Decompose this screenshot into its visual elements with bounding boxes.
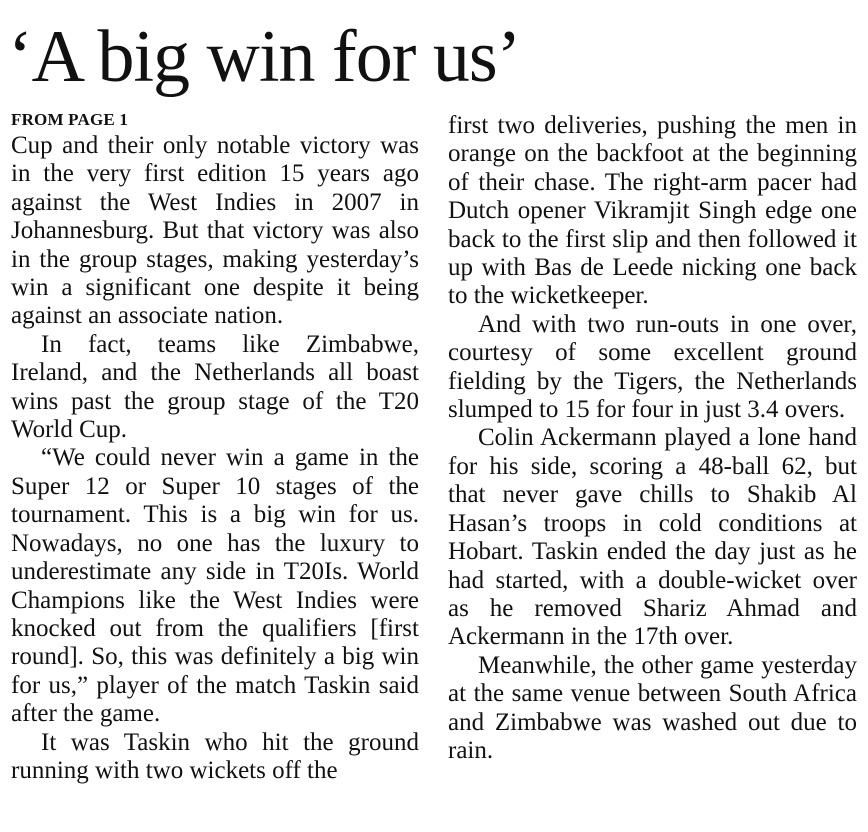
paragraph: “We could never win a game in the Super 12 or Super 10 stages of the tournament. This is a big win for us. Nowadays, no one has the luxury to underestimate any side in T20Is. World Champions like the West Indies were knocked out from the qualifiers [first round]. So, this was definitely a big win for us,” player of the match Taskin said after the game.	[11, 444, 419, 728]
article-headline: ‘A big win for us’	[8, 16, 521, 98]
paragraph: And with two run-outs in one over, courtesy of some excellent ground fielding by the Tigers, the Netherlands slumped to 15 for four in just 3.4 overs.	[448, 310, 857, 424]
paragraph: Colin Ackermann played a lone hand for his side, scoring a 48-ball 62, but that never gave chills to Shakib Al Hasan’s troops in cold conditions at Hobart. Taskin ended the day just as he had started, with a double-wicket over as he removed Shariz Ahmad and Ackermann in the 17th over.	[448, 424, 857, 651]
paragraph: It was Taskin who hit the ground running with two wickets off the	[11, 728, 419, 784]
article-column-left	[11, 110, 419, 785]
paragraph: In fact, teams like Zimbabwe, Ireland, and the Netherlands all boast wins past the group stage of the T20 World Cup.	[11, 330, 419, 444]
paragraph: first two deliveries, pushing the men in orange on the backfoot at the beginning of their chase. The right-arm pacer had Dutch opener Vikramjit Singh edge one back to the first slip and then followed it up with Bas de Leede nicking one back to the wicketkeeper.	[448, 112, 857, 310]
article-column-right	[448, 110, 857, 765]
paragraph: Meanwhile, the other game yesterday at the same venue between South Africa and Zimbabwe was washed out due to rain.	[448, 651, 857, 764]
dateline: FROM PAGE 1	[11, 110, 129, 129]
paragraph: Cup and their only notable victory was in the very first edition 15 years ago against the West Indies in 2007 in Johannesburg. But that victory was also in the group stages, making yesterday’s win a significant one despite it being against an associate nation.	[11, 132, 419, 330]
